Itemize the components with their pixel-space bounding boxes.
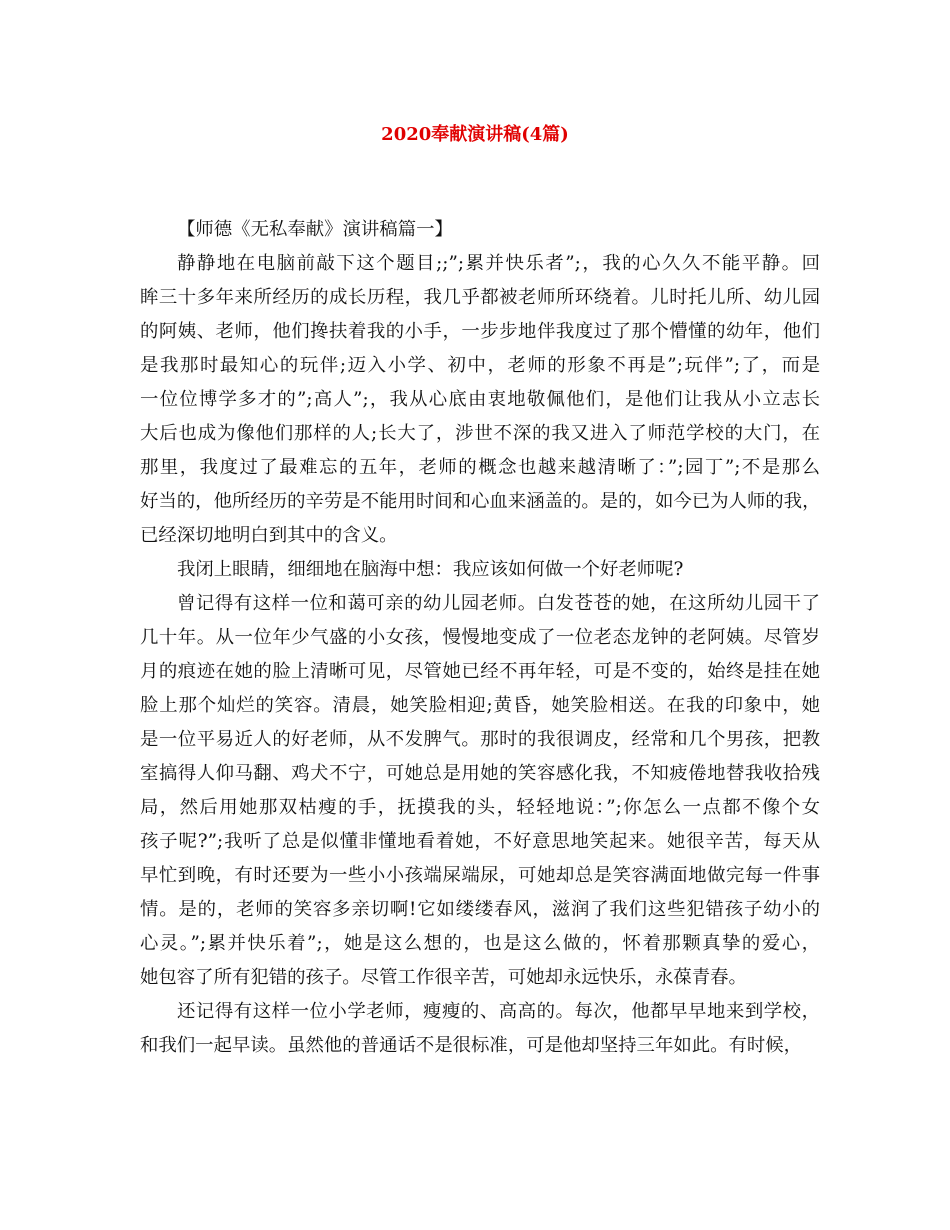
document-body — [140, 213, 820, 1063]
paragraph — [140, 995, 820, 1063]
paragraph-line: 早忙到晚，有时还要为一些小小孩端屎端尿，可她却总是笑容满面地做完每一件事 — [140, 865, 820, 886]
paragraph-line: 她包容了所有犯错的孩子。尽管工作很辛苦，可她却永远快乐，永葆青春。 — [140, 967, 747, 988]
paragraph-line: 还记得有这样一位小学老师，瘦瘦的、高高的。每次，他都早早地来到学校， — [177, 1001, 820, 1022]
paragraph-line: 是我那时最知心的玩伴;迈入小学、初中，老师的形象不再是”;玩伴”;了，而是 — [140, 355, 820, 376]
paragraph-line: 局，然后用她那双枯瘦的手，抚摸我的头，轻轻地说：”;你怎么一点都不像个女 — [140, 797, 820, 818]
paragraph-line: 已经深切地明白到其中的含义。 — [140, 525, 398, 546]
paragraph-line: 是一位平易近人的好老师，从不发脾气。那时的我很调皮，经常和几个男孩，把教 — [140, 729, 820, 750]
paragraph-line: 和我们一起早读。虽然他的普通话不是很标准，可是他却坚持三年如此。有时候， — [140, 1035, 803, 1056]
paragraph-line: 静静地在电脑前敲下这个题目;;”;累并快乐者”;，我的心久久不能平静。回 — [177, 253, 820, 274]
paragraph-line: 的阿姨、老师，他们搀扶着我的小手，一步步地伴我度过了那个懵懂的幼年，他们 — [140, 321, 820, 342]
paragraph-line: 我闭上眼睛，细细地在脑海中想：我应该如何做一个好老师呢? — [177, 559, 684, 580]
paragraph-line: 室搞得人仰马翻、鸡犬不宁，可她总是用她的笑容感化我，不知疲倦地替我收拾残 — [140, 763, 820, 784]
paragraph-line: 大后也成为像他们那样的人;长大了，涉世不深的我又进入了师范学校的大门，在 — [140, 423, 820, 444]
paragraph-line: 月的痕迹在她的脸上清晰可见，尽管她已经不再年轻，可是不变的，始终是挂在她 — [140, 661, 820, 682]
paragraph-line: 情。是的，老师的笑容多亲切啊!它如缕缕春风，滋润了我们这些犯错孩子幼小的 — [140, 899, 820, 920]
paragraph-line: 孩子呢?”;我听了总是似懂非懂地看着她，不好意思地笑起来。她很辛苦，每天从 — [140, 831, 820, 852]
paragraph — [140, 553, 820, 587]
paragraph-line: 好当的，他所经历的辛劳是不能用时间和心血来涵盖的。是的，如今已为人师的我， — [140, 491, 821, 512]
section-heading: 【师德《无私奉献》演讲稿篇一】 — [177, 219, 453, 240]
paragraph-line: 曾记得有这样一位和蔼可亲的幼儿园老师。白发苍苍的她，在这所幼儿园干了 — [177, 593, 820, 614]
paragraph-line: 心灵。”;累并快乐着”;，她是这么想的，也是这么做的，怀着那颗真挚的爱心， — [140, 933, 820, 954]
paragraph-line: 脸上那个灿烂的笑容。清晨，她笑脸相迎;黄昏，她笑脸相送。在我的印象中，她 — [140, 695, 820, 716]
paragraph-list — [140, 247, 820, 1063]
document-title: 2020奉献演讲稿(4篇) — [381, 124, 569, 145]
paragraph-line: 那里，我度过了最难忘的五年，老师的概念也越来越清晰了：”;园丁”;不是那么 — [140, 457, 820, 478]
paragraph — [140, 247, 820, 553]
paragraph — [140, 587, 820, 995]
paragraph-line: 眸三十多年来所经历的成长历程，我几乎都被老师所环绕着。儿时托儿所、幼儿园 — [140, 287, 820, 308]
paragraph-line: 一位位博学多才的”;高人”;，我从心底由衷地敬佩他们，是他们让我从小立志长 — [140, 389, 820, 410]
paragraph-line: 几十年。从一位年少气盛的小女孩，慢慢地变成了一位老态龙钟的老阿姨。尽管岁 — [140, 627, 820, 648]
